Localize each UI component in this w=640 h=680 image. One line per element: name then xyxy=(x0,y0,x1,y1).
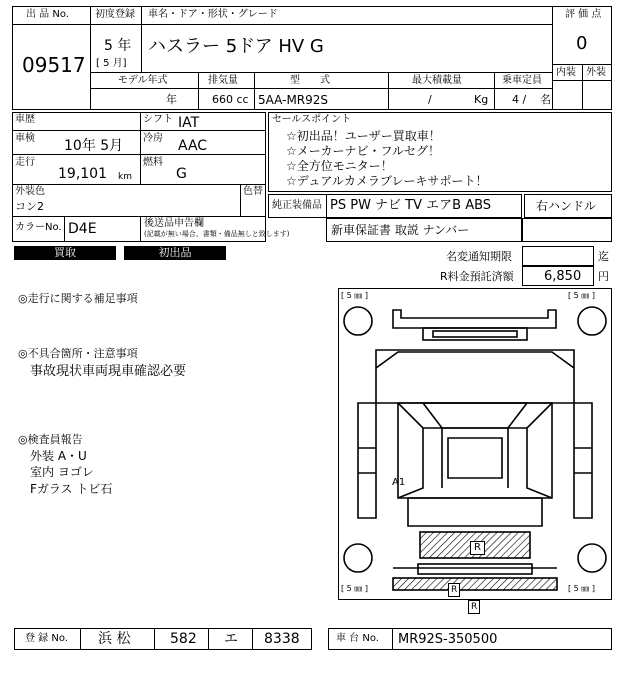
name-change-label: 名変通知期限 xyxy=(446,250,512,263)
interior-label: 内装 xyxy=(556,67,576,78)
car-name: ハスラー 5ドア HV G xyxy=(148,36,324,57)
model-year-label: モデル年式 xyxy=(118,75,168,86)
tire-rear-right xyxy=(578,544,606,572)
model-year-value: 年 xyxy=(166,93,177,106)
mileage-unit: km xyxy=(118,172,132,182)
tire-rear-left xyxy=(344,544,372,572)
first-reg-year: 5 年 xyxy=(104,38,132,54)
lot-number: 09517 xyxy=(22,53,86,77)
tire-depth-tl: [ 5 ㎜ ] xyxy=(341,291,368,300)
shift-value: IAT xyxy=(178,115,200,131)
car-name-label: 車名・ドア・形状・グレード xyxy=(148,9,278,20)
color-no-value: D4E xyxy=(68,221,97,237)
inspection-label: 車検 xyxy=(15,133,35,144)
hood xyxy=(376,350,574,403)
model-code-value: 5AA-MR92S xyxy=(258,93,329,107)
color-value: コン2 xyxy=(15,200,44,213)
name-change-unit: 迄 xyxy=(598,250,609,263)
steering-value: 右ハンドル xyxy=(536,199,597,213)
damage-mark-r1: R xyxy=(470,541,485,555)
fuel-label: 燃料 xyxy=(143,157,163,168)
capacity-label: 乗車定員 xyxy=(502,75,542,86)
inspector-line: Fガラス トビ石 xyxy=(30,482,113,496)
chassis-label: 車 台 No. xyxy=(336,633,379,644)
max-load-unit: Kg xyxy=(474,93,489,106)
damage-mark-a1: A1 xyxy=(392,477,406,488)
sales-point-item: ☆初出品！ユーザー買取車！ xyxy=(286,129,441,143)
purchase-badge: 買取 xyxy=(14,246,116,260)
ac-value: AAC xyxy=(178,138,208,154)
sales-points-label: セールスポイント xyxy=(272,114,352,125)
color-no-label: カラーNo. xyxy=(15,222,62,233)
first-reg-month: [ 5 月] xyxy=(96,58,127,69)
supplement-label: ◎走行に関する補足事項 xyxy=(18,292,138,305)
tire-depth-tr: [ 5 ㎜ ] xyxy=(568,291,595,300)
inspector-line: 室内 ヨゴレ xyxy=(30,465,94,479)
plate-kana: エ xyxy=(224,631,238,647)
aftermarket-note: (記載が無い場合、書類・備品無しと致します) xyxy=(144,230,290,238)
plate-number: 8338 xyxy=(264,631,300,647)
ac-label: 冷房 xyxy=(143,133,163,144)
rear-bumper xyxy=(393,578,557,590)
capacity-value: 4 / xyxy=(512,93,527,106)
chassis-value: MR92S-350500 xyxy=(398,632,498,647)
front-bumper xyxy=(393,310,556,328)
color-change-label: 色替 xyxy=(243,186,263,197)
max-load-label: 最大積載量 xyxy=(412,75,462,86)
lot-label: 出 品 No. xyxy=(26,9,69,20)
damage-mark-r2: R xyxy=(448,583,460,597)
shift-label: シフト xyxy=(143,114,173,125)
defect-text: 事故現状車両現車確認必要 xyxy=(30,364,187,379)
defect-label: ◎不具合箇所・注意事項 xyxy=(18,347,138,360)
color-label: 外装色 xyxy=(15,186,45,197)
tire-front-right xyxy=(578,307,606,335)
max-load-value: / xyxy=(428,93,432,106)
warranty-value: 新車保証書 取説 ナンバー xyxy=(331,223,470,237)
name-change-box xyxy=(522,246,594,266)
inspector-line: 外装 A・U xyxy=(30,449,87,463)
inspection-value: 10年 5月 xyxy=(64,138,124,154)
blank-cell xyxy=(522,218,612,242)
mileage-label: 走行 xyxy=(15,157,35,168)
mileage-value: 19,101 xyxy=(58,166,107,182)
windshield xyxy=(423,403,527,428)
score-label: 評 価 点 xyxy=(565,9,602,20)
inspector-label: ◎検査員報告 xyxy=(18,433,83,446)
sales-point-item: ☆メーカーナビ・フルセグ！ xyxy=(286,144,441,158)
displacement-value: 660 cc xyxy=(212,93,249,106)
rear-hatch xyxy=(408,498,542,526)
model-code-label: 型 式 xyxy=(290,75,330,86)
recycle-value: 6,850 xyxy=(544,269,582,284)
sales-point-item: ☆デュアルカメラブレーキサポート！ xyxy=(286,174,488,188)
damage-mark-r3: R xyxy=(468,600,480,614)
equipment-label: 純正装備品 xyxy=(272,200,322,211)
tire-depth-br: [ 5 ㎜ ] xyxy=(568,584,595,593)
first-listing-badge: 初出品 xyxy=(124,246,226,260)
plate-class: 582 xyxy=(170,631,197,647)
tire-depth-bl: [ 5 ㎜ ] xyxy=(341,584,368,593)
cabin xyxy=(398,403,552,498)
side-right xyxy=(574,403,592,518)
side-left xyxy=(358,403,376,518)
capacity-unit: 名 xyxy=(540,93,551,106)
plate-region: 浜 松 xyxy=(98,631,131,647)
recycle-label: R料金預託済額 xyxy=(440,270,514,283)
aftermarket-label: 後送品申告欄 xyxy=(144,218,204,229)
score-value: 0 xyxy=(576,33,588,54)
history-label: 車歴 xyxy=(15,114,35,125)
displacement-label: 排気量 xyxy=(208,75,238,86)
exterior-label: 外装 xyxy=(586,67,606,78)
roof xyxy=(448,438,502,478)
fuel-value: G xyxy=(176,166,187,182)
plate-label: 登 録 No. xyxy=(25,633,68,644)
equipment-value: PS PW ナビ TV エアB ABS xyxy=(330,198,492,213)
front-grille xyxy=(423,328,527,340)
first-reg-label: 初度登録 xyxy=(95,9,135,20)
recycle-unit: 円 xyxy=(598,270,609,283)
sales-point-item: ☆全方位モニター！ xyxy=(286,159,393,173)
tire-front-left xyxy=(344,307,372,335)
